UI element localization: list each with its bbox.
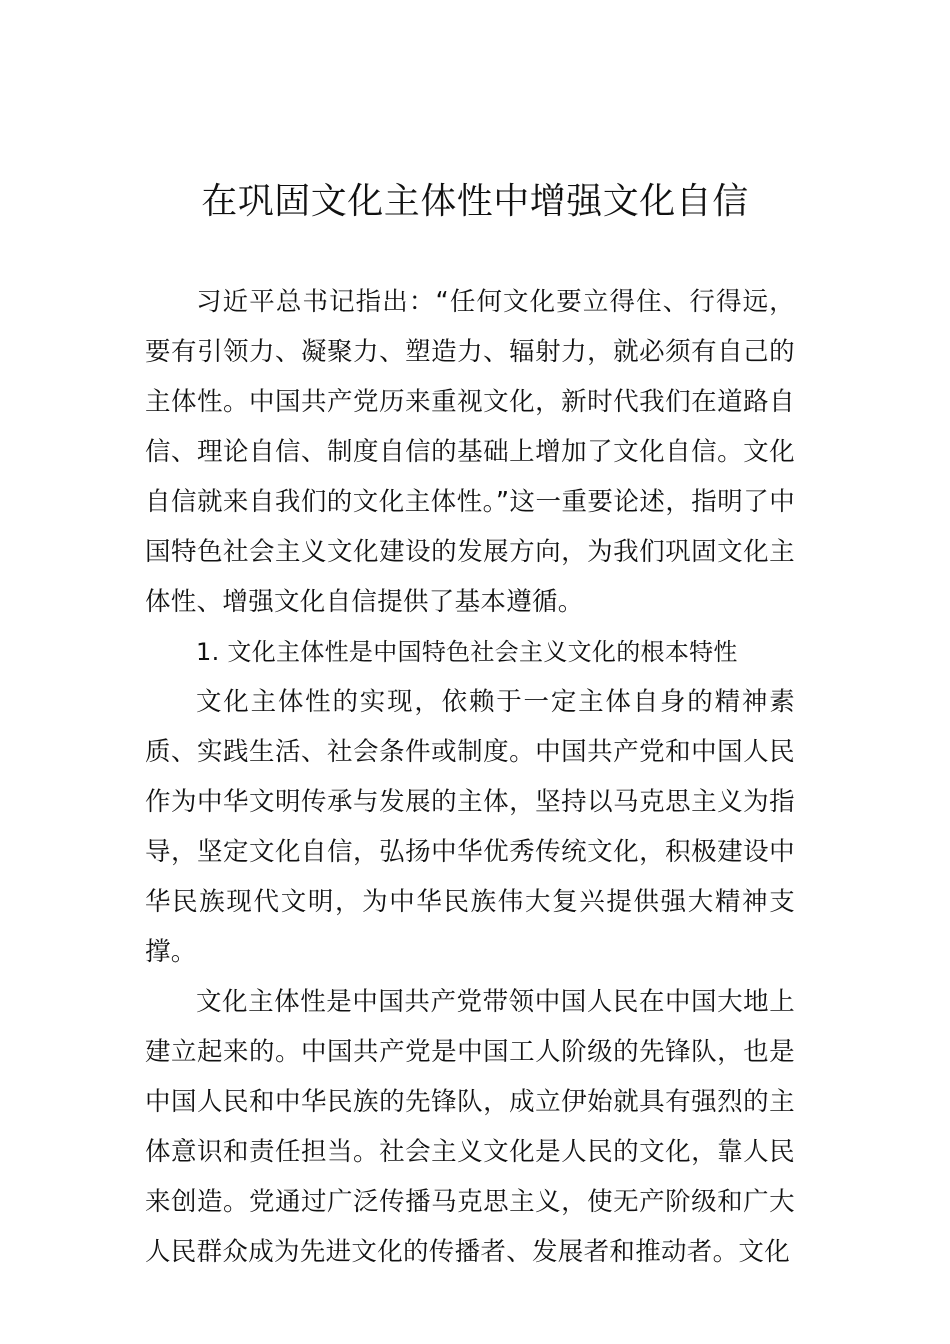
section-heading-1: 1. 文化主体性是中国特色社会主义文化的根本特性 xyxy=(196,638,738,666)
document-body xyxy=(145,277,795,1277)
paragraph-2: 文化主体性的实现，依赖于一定主体自身的精神素质、实践生活、社会条件或制度。中国共产党和中国人民作为中华文明传承与发展的主体，坚持以马克思主义为指导，坚定文化自信，弘扬中华优秀传统文化，积极建设中华民族现代文明，为中华民族伟大复兴提供强大精神支撑。 xyxy=(145,687,795,967)
paragraph-intro: 习近平总书记指出：“任何文化要立得住、行得远，要有引领力、凝聚力、塑造力、辐射力，就必须有自己的主体性。中国共产党历来重视文化，新时代我们在道路自信、理论自信、制度自信的基础上增加了文化自信。文化自信就来自我们的文化主体性。”这一重要论述，指明了中国特色社会主义文化建设的发展方向，为我们巩固文化主体性、增强文化自信提供了基本遵循。 xyxy=(145,287,795,617)
paragraph-3: 文化主体性是中国共产党带领中国人民在中国大地上建立起来的。中国共产党是中国工人阶级的先锋队，也是中国人民和中华民族的先锋队，成立伊始就具有强烈的主体意识和责任担当。社会主义文化是人民的文化，靠人民来创造。党通过广泛传播马克思主义，使无产阶级和广大人民群众成为先进文化的传播者、发展者和推动者。文化 xyxy=(145,987,795,1267)
document-title: 在巩固文化主体性中增强文化自信 xyxy=(201,181,749,222)
